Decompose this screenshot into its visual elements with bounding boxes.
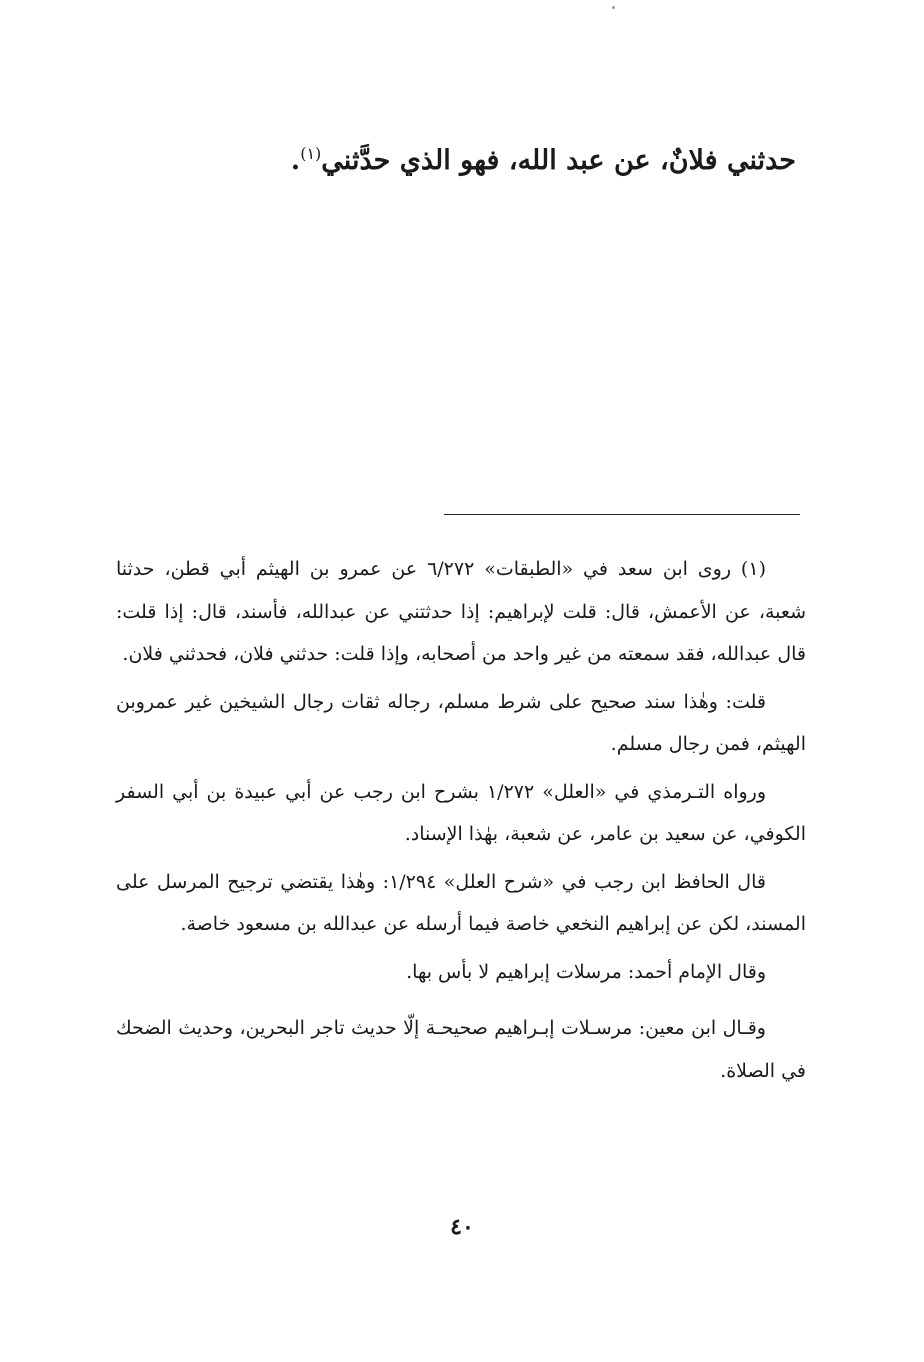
footnote-paragraph-tirmidhi: ورواه التـرمذي في «العلل» ١/٢٧٢ بشرح ابن رجب عن أبي عبيدة بن أبي السفر الكوفي، عن سعيد بن عامر، عن شعبة، بهٰذا الإسناد. bbox=[116, 780, 806, 845]
scan-speck bbox=[612, 6, 615, 9]
footnote-separator bbox=[444, 514, 800, 515]
footnote-1: (١) روى ابن سعد في «الطبقات» ٦/٢٧٢ عن عمرو بن الهيثم أبي قطن، حدثنا شعبة، عن الأعمش، قال: قلت لإبراهيم: إذا حدثتني عن عبدالله، فأسند، قال: إذا قلت: قال عبدالله، فقد سمعته من غير واحد من أصحابه، وإذا قلت: حدثني فلان، فحدثني فلان. bbox=[116, 558, 806, 665]
footnote-paragraph-comment: قلت: وهٰذا سند صحيح على شرط مسلم، رجاله ثقات رجال الشيخين غير عمروبن الهيثم، فمن رجال مسلم. bbox=[116, 690, 806, 755]
main-text-line: حدثني فلانٌ، عن عبد الله، فهو الذي حدَّثني bbox=[321, 145, 796, 176]
footnote-paragraph-ahmad: وقال الإمام أحمد: مرسلات إبراهيم لا بأس بها. bbox=[406, 960, 766, 983]
footnotes bbox=[116, 548, 806, 1097]
main-text bbox=[136, 134, 796, 181]
main-text-end: . bbox=[290, 145, 301, 176]
footnote-paragraph-ibn-maeen: وقـال ابن معين: مرسـلات إبـراهيم صحيحـة إلّا حديث تاجر البحرين، وحديث الضحك في الصلاة. bbox=[116, 1017, 806, 1082]
page-number: ٤٠ bbox=[450, 1214, 474, 1240]
footnote-paragraph-ibn-rajab: قال الحافظ ابن رجب في «شرح العلل» ١/٢٩٤: وهٰذا يقتضي ترجيح المرسل على المسند، لكن عن إبراهيم النخعي خاصة فيما أرسله عن عبدالله بن مسعود خاصة. bbox=[116, 870, 806, 935]
footnote-reference: (١) bbox=[300, 144, 322, 163]
